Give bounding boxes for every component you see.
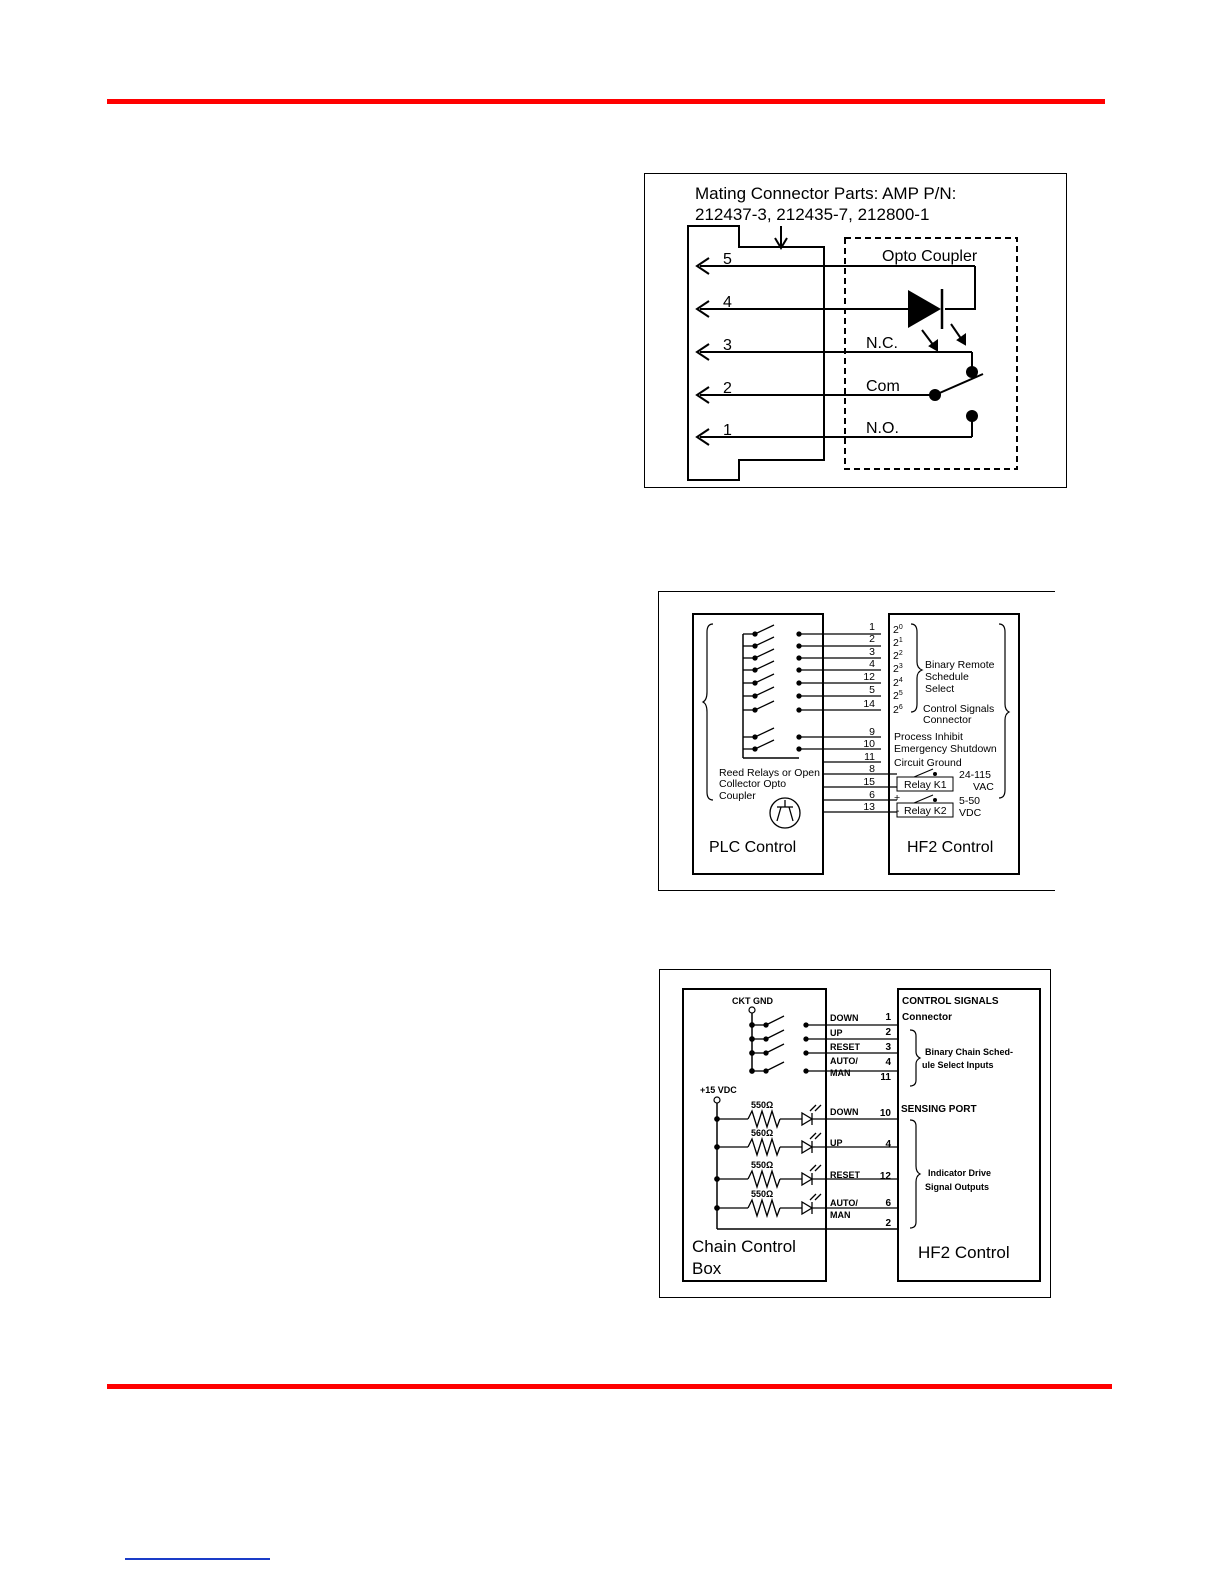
svg-text:14: 14 bbox=[863, 698, 875, 710]
process-inhibit-label: Process Inhibit bbox=[894, 731, 963, 743]
svg-text:550Ω: 550Ω bbox=[751, 1160, 774, 1170]
input-switch-array bbox=[750, 1016, 898, 1073]
bottom-rule bbox=[107, 1384, 1112, 1389]
output-signal-labels bbox=[830, 1107, 861, 1220]
left-brace bbox=[703, 624, 713, 800]
circuit-ground-label: Circuit Ground bbox=[894, 757, 962, 769]
binary-remote-label: Binary Remote bbox=[925, 659, 995, 671]
chain-control-schematic bbox=[660, 970, 1050, 1297]
k1-voltage-unit: VAC bbox=[973, 781, 994, 793]
no-contact-dot bbox=[966, 410, 978, 422]
svg-text:6: 6 bbox=[885, 1198, 891, 1209]
svg-text:23: $2^3$ bbox=[893, 663, 903, 675]
svg-text:4: 4 bbox=[885, 1057, 891, 1068]
plus-sign: + bbox=[894, 792, 901, 804]
svg-text:3: 3 bbox=[869, 646, 875, 658]
svg-text:5: 5 bbox=[869, 684, 875, 696]
input-pin-numbers bbox=[880, 1012, 891, 1083]
footer-link-underline[interactable] bbox=[125, 1558, 270, 1560]
svg-text:12: 12 bbox=[863, 671, 875, 683]
signal-outputs-label: Signal Outputs bbox=[925, 1182, 989, 1192]
hf2-control-label: HF2 Control bbox=[918, 1243, 1010, 1262]
input-signal-labels bbox=[830, 1013, 861, 1078]
svg-text:550Ω: 550Ω bbox=[751, 1189, 774, 1199]
figure-plc-to-hf2 bbox=[658, 591, 1055, 891]
hf2-control-box bbox=[898, 989, 1040, 1281]
connector-header: Connector bbox=[902, 1012, 952, 1023]
pin-label-1: 1 bbox=[723, 422, 732, 439]
opto-coupler-label: Opto Coupler bbox=[882, 248, 978, 265]
opto-coupler-schematic bbox=[645, 174, 1066, 487]
connector-parts-header: Mating Connector Parts: AMP P/N: bbox=[695, 184, 957, 203]
svg-text:3: 3 bbox=[885, 1042, 891, 1053]
pin-label-2: 2 bbox=[723, 380, 732, 397]
svg-text:1: 1 bbox=[869, 621, 875, 633]
contact-label-no: N.O. bbox=[866, 420, 899, 437]
collector-opto-note: Collector Opto bbox=[719, 778, 787, 790]
pin-lines bbox=[697, 258, 975, 445]
chain-control-label: Chain Control bbox=[692, 1237, 796, 1256]
svg-text:AUTO/: AUTO/ bbox=[830, 1198, 858, 1208]
svg-text:MAN: MAN bbox=[830, 1210, 851, 1220]
svg-text:560Ω: 560Ω bbox=[751, 1128, 774, 1138]
svg-text:11: 11 bbox=[864, 751, 875, 763]
svg-text:2: 2 bbox=[885, 1027, 891, 1038]
plc-control-label: PLC Control bbox=[709, 839, 797, 856]
figure-opto-coupler-connector bbox=[644, 173, 1067, 488]
svg-text:550Ω: 550Ω bbox=[751, 1100, 774, 1110]
hf2-control-label: HF2 Control bbox=[907, 839, 994, 856]
output-pin-numbers bbox=[880, 1108, 892, 1229]
resistor-values bbox=[751, 1100, 773, 1199]
emergency-shutdown-label: Emergency Shutdown bbox=[894, 743, 997, 755]
input-brace bbox=[910, 1030, 920, 1086]
svg-text:RESET: RESET bbox=[830, 1042, 861, 1052]
pin-numbers bbox=[863, 621, 875, 813]
svg-text:8: 8 bbox=[869, 763, 875, 775]
svg-text:12: 12 bbox=[879, 1171, 891, 1182]
switch-arm bbox=[935, 374, 983, 395]
connector-part-numbers: 212437-3, 212435-7, 212800-1 bbox=[695, 205, 930, 224]
k1-voltage-range: 24-115 bbox=[959, 769, 991, 781]
svg-text:AUTO/: AUTO/ bbox=[830, 1056, 858, 1066]
binary-weights bbox=[893, 624, 903, 716]
pin-label-3: 3 bbox=[723, 337, 732, 354]
svg-text:2: 2 bbox=[869, 633, 875, 645]
svg-text:26: $2^6$ bbox=[893, 704, 903, 716]
contact-label-nc: N.C. bbox=[866, 335, 898, 352]
light-emission-arrows-icon bbox=[922, 324, 965, 350]
pin-label-5: 5 bbox=[723, 251, 732, 268]
svg-text:11: 11 bbox=[880, 1072, 891, 1083]
binary-chain-label: Binary Chain Sched- bbox=[925, 1047, 1014, 1057]
control-signals-header: CONTROL SIGNALS bbox=[902, 996, 999, 1007]
minus-sign: - bbox=[896, 805, 900, 817]
select-inputs-label: ule Select Inputs bbox=[922, 1060, 994, 1070]
svg-text:2: 2 bbox=[885, 1218, 891, 1229]
svg-text:22: $2^2$ bbox=[893, 650, 903, 662]
connector-label: Connector bbox=[923, 714, 972, 726]
control-signals-label: Control Signals bbox=[923, 703, 995, 715]
indicator-drive-label: Indicator Drive bbox=[928, 1168, 992, 1178]
svg-text:4: 4 bbox=[885, 1139, 891, 1150]
figure-chain-control bbox=[659, 969, 1051, 1298]
svg-text:1: 1 bbox=[885, 1012, 891, 1023]
output-brace bbox=[910, 1120, 920, 1228]
svg-text:13: 13 bbox=[863, 801, 875, 813]
svg-text:10: 10 bbox=[879, 1108, 891, 1119]
reed-relays-note: Reed Relays or Open bbox=[719, 767, 820, 779]
select-label: Select bbox=[925, 683, 955, 695]
svg-text:21: $2^1$ bbox=[893, 637, 903, 649]
pin-label-4: 4 bbox=[723, 294, 732, 311]
plc-control-box bbox=[693, 614, 823, 874]
k2-voltage-range: 5-50 bbox=[959, 795, 981, 807]
k2-voltage-unit: VDC bbox=[959, 807, 982, 819]
contact-label-com: Com bbox=[866, 378, 900, 395]
relay-k1-label: Relay K1 bbox=[904, 779, 947, 791]
svg-text:4: 4 bbox=[869, 658, 875, 670]
vdc-terminal bbox=[714, 1097, 720, 1103]
binary-brace bbox=[911, 624, 922, 712]
led-diode-icon bbox=[908, 290, 941, 328]
vdc-label: +15 VDC bbox=[700, 1085, 737, 1095]
svg-text:DOWN: DOWN bbox=[830, 1013, 859, 1023]
svg-text:24: $2^4$ bbox=[893, 677, 903, 689]
ckt-gnd-label: CKT GND bbox=[732, 996, 773, 1006]
connector-brace bbox=[999, 624, 1009, 798]
svg-text:6: 6 bbox=[869, 789, 875, 801]
sensing-port-header: SENSING PORT bbox=[901, 1104, 977, 1115]
plc-wiring-schematic bbox=[659, 592, 1055, 890]
box-label: Box bbox=[692, 1259, 722, 1278]
ground-terminal bbox=[749, 1007, 755, 1013]
coupler-note: Coupler bbox=[719, 790, 756, 802]
svg-text:MAN: MAN bbox=[830, 1068, 851, 1078]
svg-text:9: 9 bbox=[869, 726, 875, 738]
schedule-label: Schedule bbox=[925, 671, 969, 683]
svg-text:DOWN: DOWN bbox=[830, 1107, 859, 1117]
relay-k2-label: Relay K2 bbox=[904, 805, 947, 817]
indicator-outputs bbox=[715, 1105, 898, 1216]
svg-text:25: $2^5$ bbox=[893, 690, 903, 702]
svg-text:UP: UP bbox=[830, 1138, 843, 1148]
top-rule bbox=[107, 99, 1105, 104]
transistor-icon bbox=[770, 798, 800, 828]
svg-text:20: $2^0$ bbox=[893, 624, 903, 636]
svg-text:10: 10 bbox=[863, 738, 875, 750]
svg-text:15: 15 bbox=[863, 776, 875, 788]
svg-text:RESET: RESET bbox=[830, 1170, 861, 1180]
svg-text:UP: UP bbox=[830, 1028, 843, 1038]
